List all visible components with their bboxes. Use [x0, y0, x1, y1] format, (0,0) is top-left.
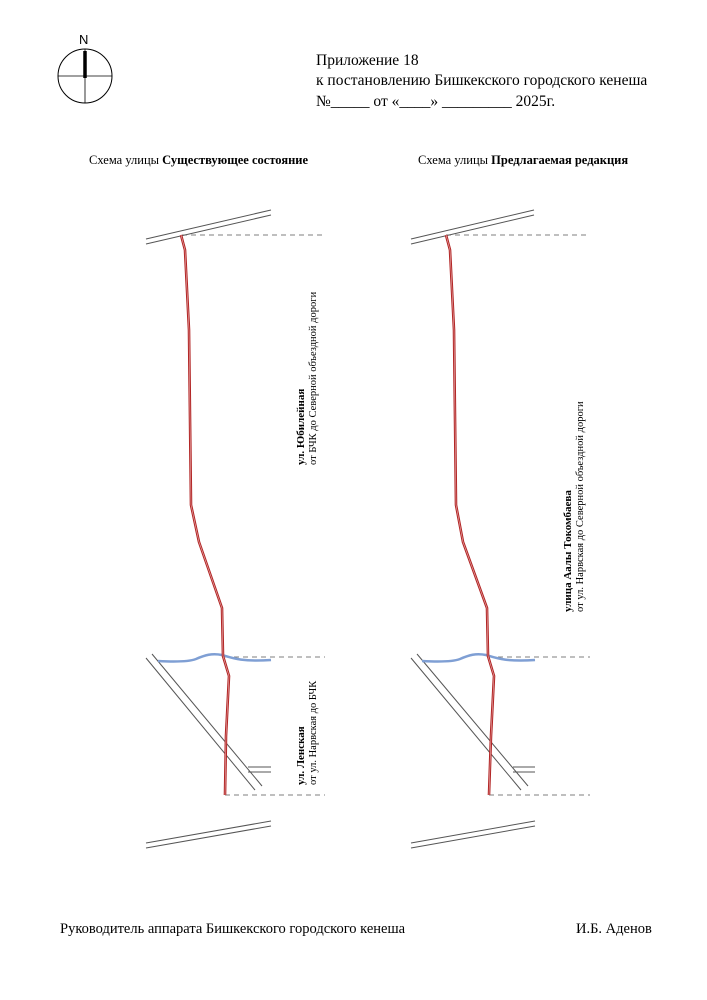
diagonal-road: [411, 654, 535, 790]
left-street2-label: [295, 681, 320, 785]
footer-signatory: И.Б. Аденов: [576, 921, 652, 937]
right-scheme-title: [418, 153, 628, 168]
appendix-number: Приложение 18: [316, 52, 419, 69]
top-road: [146, 210, 271, 244]
compass-icon: [58, 49, 112, 103]
left-street2-name: ул. Ленская: [295, 726, 307, 785]
left-scheme-title: [89, 153, 308, 168]
right-scheme-title-bold: Предлагаемая редакция: [491, 153, 629, 167]
river: [422, 654, 535, 661]
left-scheme-title-prefix: Схема улицы: [89, 153, 163, 167]
diagonal-road: [146, 654, 271, 790]
footer-position: Руководитель аппарата Бишкекского городского кенеша: [60, 921, 406, 937]
left-street1-name: ул. Юбилейная: [295, 388, 307, 465]
left-street1-label: [295, 292, 320, 465]
compass-north-label: N: [79, 32, 89, 47]
river: [158, 654, 271, 661]
top-road: [411, 210, 534, 244]
bottom-road: [146, 821, 271, 848]
right-street-desc: от ул. Нарвская до Северной объездной дороги: [575, 401, 586, 612]
left-scheme-title-bold: Существующее состояние: [162, 153, 309, 167]
right-scheme-title-prefix: Схема улицы: [418, 153, 492, 167]
left-street2-desc: от ул. Нарвская до БЧК: [308, 680, 319, 785]
left-street1-desc: от БЧК до Северной объездной дороги: [308, 291, 319, 465]
resolution-number-date: №_____ от «____» _________ 2025г.: [316, 93, 556, 110]
right-street-label: [562, 401, 587, 612]
right-street-name: улица Аалы Токомбаева: [562, 490, 574, 612]
bottom-road: [411, 821, 535, 848]
resolution-reference: к постановлению Бишкекского городского кенеша: [316, 72, 648, 89]
